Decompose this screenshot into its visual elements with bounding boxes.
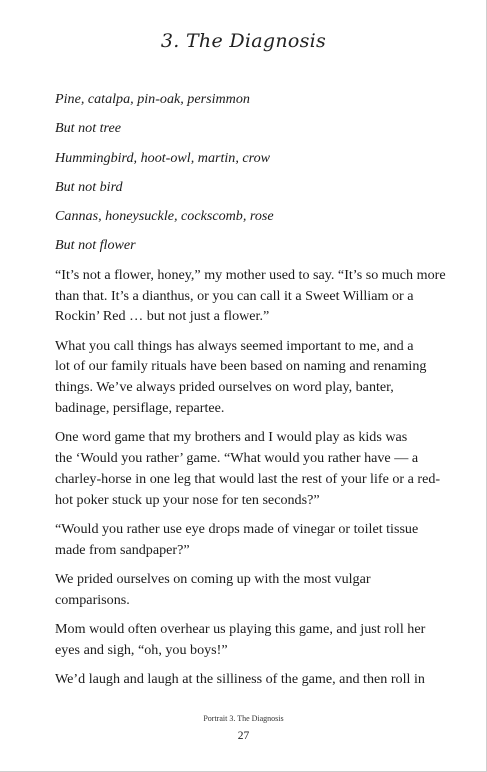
page-footer: [0, 713, 487, 744]
verse-block: [55, 89, 440, 256]
paragraph-line: “It’s not a flower, honey,” my mother used to say. “It’s so much more: [55, 266, 446, 283]
body-text: [55, 89, 446, 699]
verse-line: But not bird: [55, 178, 123, 195]
verse-line: Pine, catalpa, pin-oak, persimmon: [55, 91, 250, 107]
verse-line: Hummingbird, hoot-owl, martin, crow: [55, 149, 271, 166]
page-number: 27: [237, 730, 250, 742]
paragraph-line: than that. It’s a dianthus, or you can call it a Sweet William or a: [55, 287, 414, 304]
paragraph-line: the ‘Would you rather’ game. “What would you rather have — a: [55, 450, 419, 467]
paragraph: [55, 619, 440, 661]
paragraph: [55, 427, 440, 510]
paragraph-line: Mom would often overhear us playing this game, and just roll her: [55, 621, 426, 638]
verse-line: Cannas, honeysuckle, cockscomb, rose: [55, 208, 274, 225]
paragraph-line: things. We’ve always prided ourselves on word play, banter,: [55, 379, 394, 396]
paragraph-line: hot poker stuck up your nose for ten seconds?”: [55, 491, 320, 508]
paragraph-line: One word game that my brothers and I would play as kids was: [55, 429, 408, 446]
paragraph-line: We prided ourselves on coming up with the most vulgar: [55, 571, 371, 588]
paragraph-line: eyes and sigh, “oh, you boys!”: [55, 642, 228, 659]
paragraph-line: Rockin’ Red … but not just a flower.”: [55, 308, 270, 325]
paragraph-line: What you call things has always seemed important to me, and a: [55, 337, 414, 354]
paragraph-line: comparisons.: [55, 591, 130, 608]
paragraph: [55, 569, 440, 611]
chapter-title: 3. The Diagnosis: [160, 30, 327, 52]
paragraph-line: badinage, persiflage, repartee.: [55, 400, 225, 417]
paragraph: [55, 336, 440, 419]
running-title: Portrait 3. The Diagnosis: [203, 714, 284, 723]
paragraph-line: charley-horse in one leg that would last the rest of your life or a red-: [55, 470, 441, 487]
paragraph-line: We’d laugh and laugh at the silliness of the game, and then roll in: [55, 671, 425, 688]
paragraph-line: made from sandpaper?”: [55, 541, 190, 558]
paragraph-line: “Would you rather use eye drops made of vinegar or toilet tissue: [55, 521, 419, 538]
paragraph: [55, 519, 440, 561]
verse-line: But not tree: [55, 120, 122, 137]
paragraph-line: lot of our family rituals have been based on naming and renaming: [55, 358, 427, 375]
verse-line: But not flower: [55, 237, 136, 254]
paragraph: [55, 265, 446, 327]
paragraph: [55, 669, 440, 690]
